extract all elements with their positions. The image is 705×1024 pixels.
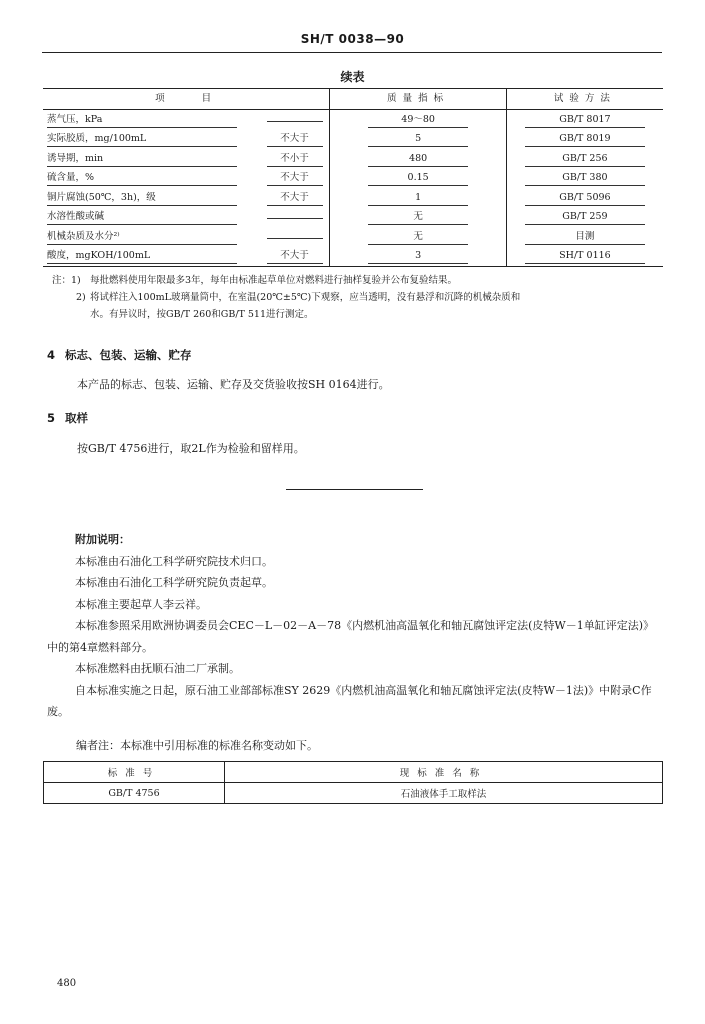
row-value: 3 [368, 249, 468, 264]
section-4-text: 本产品的标志、包装、运输、贮存及交货验收按SH 0164进行。 [77, 378, 390, 391]
row-method: GB/T 380 [525, 171, 645, 186]
section-number: 4 [47, 348, 56, 362]
row-item: 实际胶质，mg/100mL [47, 132, 237, 147]
row-item: 蒸气压，kPa [47, 113, 237, 128]
table-row [44, 783, 663, 804]
note-2-text-b: 水。有异议时，按GB/T 260和GB/T 511进行测定。 [90, 309, 314, 320]
row-value: 0.15 [368, 171, 468, 186]
header-test-method: 试验方法 [506, 89, 663, 110]
row-qualifier [267, 218, 323, 219]
row-value: 无 [368, 230, 468, 245]
table-row [43, 109, 663, 129]
note-1-text: 每批燃料使用年限最多3年，每年由标准起草单位对燃料进行抽样复验并公布复验结果。 [90, 275, 458, 286]
table-continued-title: 续表 [340, 70, 365, 84]
header-current-standard-name: 现标准名称 [225, 762, 663, 783]
table-row [43, 168, 663, 188]
row-method: GB/T 8017 [525, 113, 645, 128]
row-value: 1 [368, 191, 468, 206]
table-row [43, 246, 663, 266]
header-standard-code: SH/T 0038—90 [300, 32, 405, 46]
additional-note-line: 本标准由石油化工科学研究院技术归口。 [75, 554, 273, 568]
additional-note-line: 自本标准实施之日起，原石油工业部部标准SY 2629《内燃机油高温氧化和轴瓦腐蚀评定法(皮特W－1法)》中附录C作废。 [47, 683, 652, 718]
note-2-text-a: 将试样注入100mL玻璃量筒中，在室温(20℃±5℃)下观察，应当透明，没有悬浮和沉降的机械杂质和 [90, 292, 521, 303]
row-method: GB/T 8019 [525, 132, 645, 147]
header-standard-number: 标准号 [44, 762, 225, 783]
row-item: 铜片腐蚀(50℃，3h)，级 [47, 191, 237, 206]
row-value: 5 [368, 132, 468, 147]
row-method: SH/T 0116 [525, 249, 645, 264]
note-1 [52, 272, 667, 289]
row-qualifier [267, 238, 323, 239]
page-number: 480 [57, 978, 77, 989]
note-2 [52, 289, 667, 306]
standard-number-cell: GB/T 4756 [44, 783, 225, 804]
additional-note-line: 本标准由石油化工科学研究院负责起草。 [75, 576, 273, 589]
row-qualifier: 不小于 [267, 152, 323, 167]
end-divider [286, 489, 423, 490]
row-item: 水溶性酸或碱 [47, 210, 237, 225]
note-2-label: 2) [76, 292, 86, 303]
section-5-text: 按GB/T 4756进行，取2L作为检验和留样用。 [77, 442, 305, 455]
additional-note-line: 本标准主要起草人李云祥。 [75, 597, 207, 611]
section-5-heading [47, 410, 88, 426]
additional-notes-title: 附加说明： [75, 533, 130, 546]
std-table-header [44, 762, 663, 783]
notes-label: 注： [52, 275, 72, 286]
row-qualifier [267, 121, 323, 122]
section-title: 标志、包装、运输、贮存 [65, 348, 192, 362]
header-item: 项 目 [43, 89, 330, 110]
section-title: 取样 [65, 411, 88, 425]
note-1-label: 1) [71, 275, 81, 286]
row-value: 49～80 [368, 113, 468, 128]
standard-name-table [43, 761, 663, 804]
row-method: GB/T 5096 [525, 191, 645, 206]
row-method: GB/T 259 [525, 210, 645, 225]
spec-table-header [43, 89, 663, 110]
additional-notes [47, 529, 662, 723]
table-row [43, 188, 663, 208]
row-method: 目测 [525, 230, 645, 245]
row-value: 480 [368, 152, 468, 167]
row-item: 酸度，mgKOH/100mL [47, 249, 237, 264]
additional-note-line: 本标准燃料由抚顺石油二厂承制。 [75, 662, 240, 675]
row-qualifier: 不大于 [267, 132, 323, 147]
additional-note-line: 本标准参照采用欧洲协调委员会CEC－L－02－A－78《内燃机油高温氧化和轴瓦腐蚀评定法(皮特W－1单缸评定法)》中的第4章燃料部分。 [47, 619, 654, 654]
section-number: 5 [47, 411, 56, 425]
row-item: 硫含量，% [47, 171, 237, 186]
row-item: 机械杂质及水分²⁾ [47, 230, 237, 245]
section-4-heading [47, 347, 192, 363]
table-row [43, 227, 663, 247]
standard-name-cell: 石油液体手工取样法 [225, 783, 663, 804]
row-method: GB/T 256 [525, 152, 645, 167]
header-quality-index: 质量指标 [330, 89, 507, 110]
header-rule [42, 52, 662, 53]
table-row [43, 129, 663, 149]
row-qualifier: 不大于 [267, 191, 323, 206]
row-qualifier: 不大于 [267, 171, 323, 186]
row-item: 诱导期，min [47, 152, 237, 167]
row-value: 无 [368, 210, 468, 225]
editor-note: 编者注：本标准中引用标准的标准名称变动如下。 [76, 739, 318, 752]
table-notes [52, 272, 667, 323]
table-row [43, 149, 663, 169]
row-qualifier: 不大于 [267, 249, 323, 264]
spec-table [43, 88, 663, 267]
table-row [43, 207, 663, 227]
